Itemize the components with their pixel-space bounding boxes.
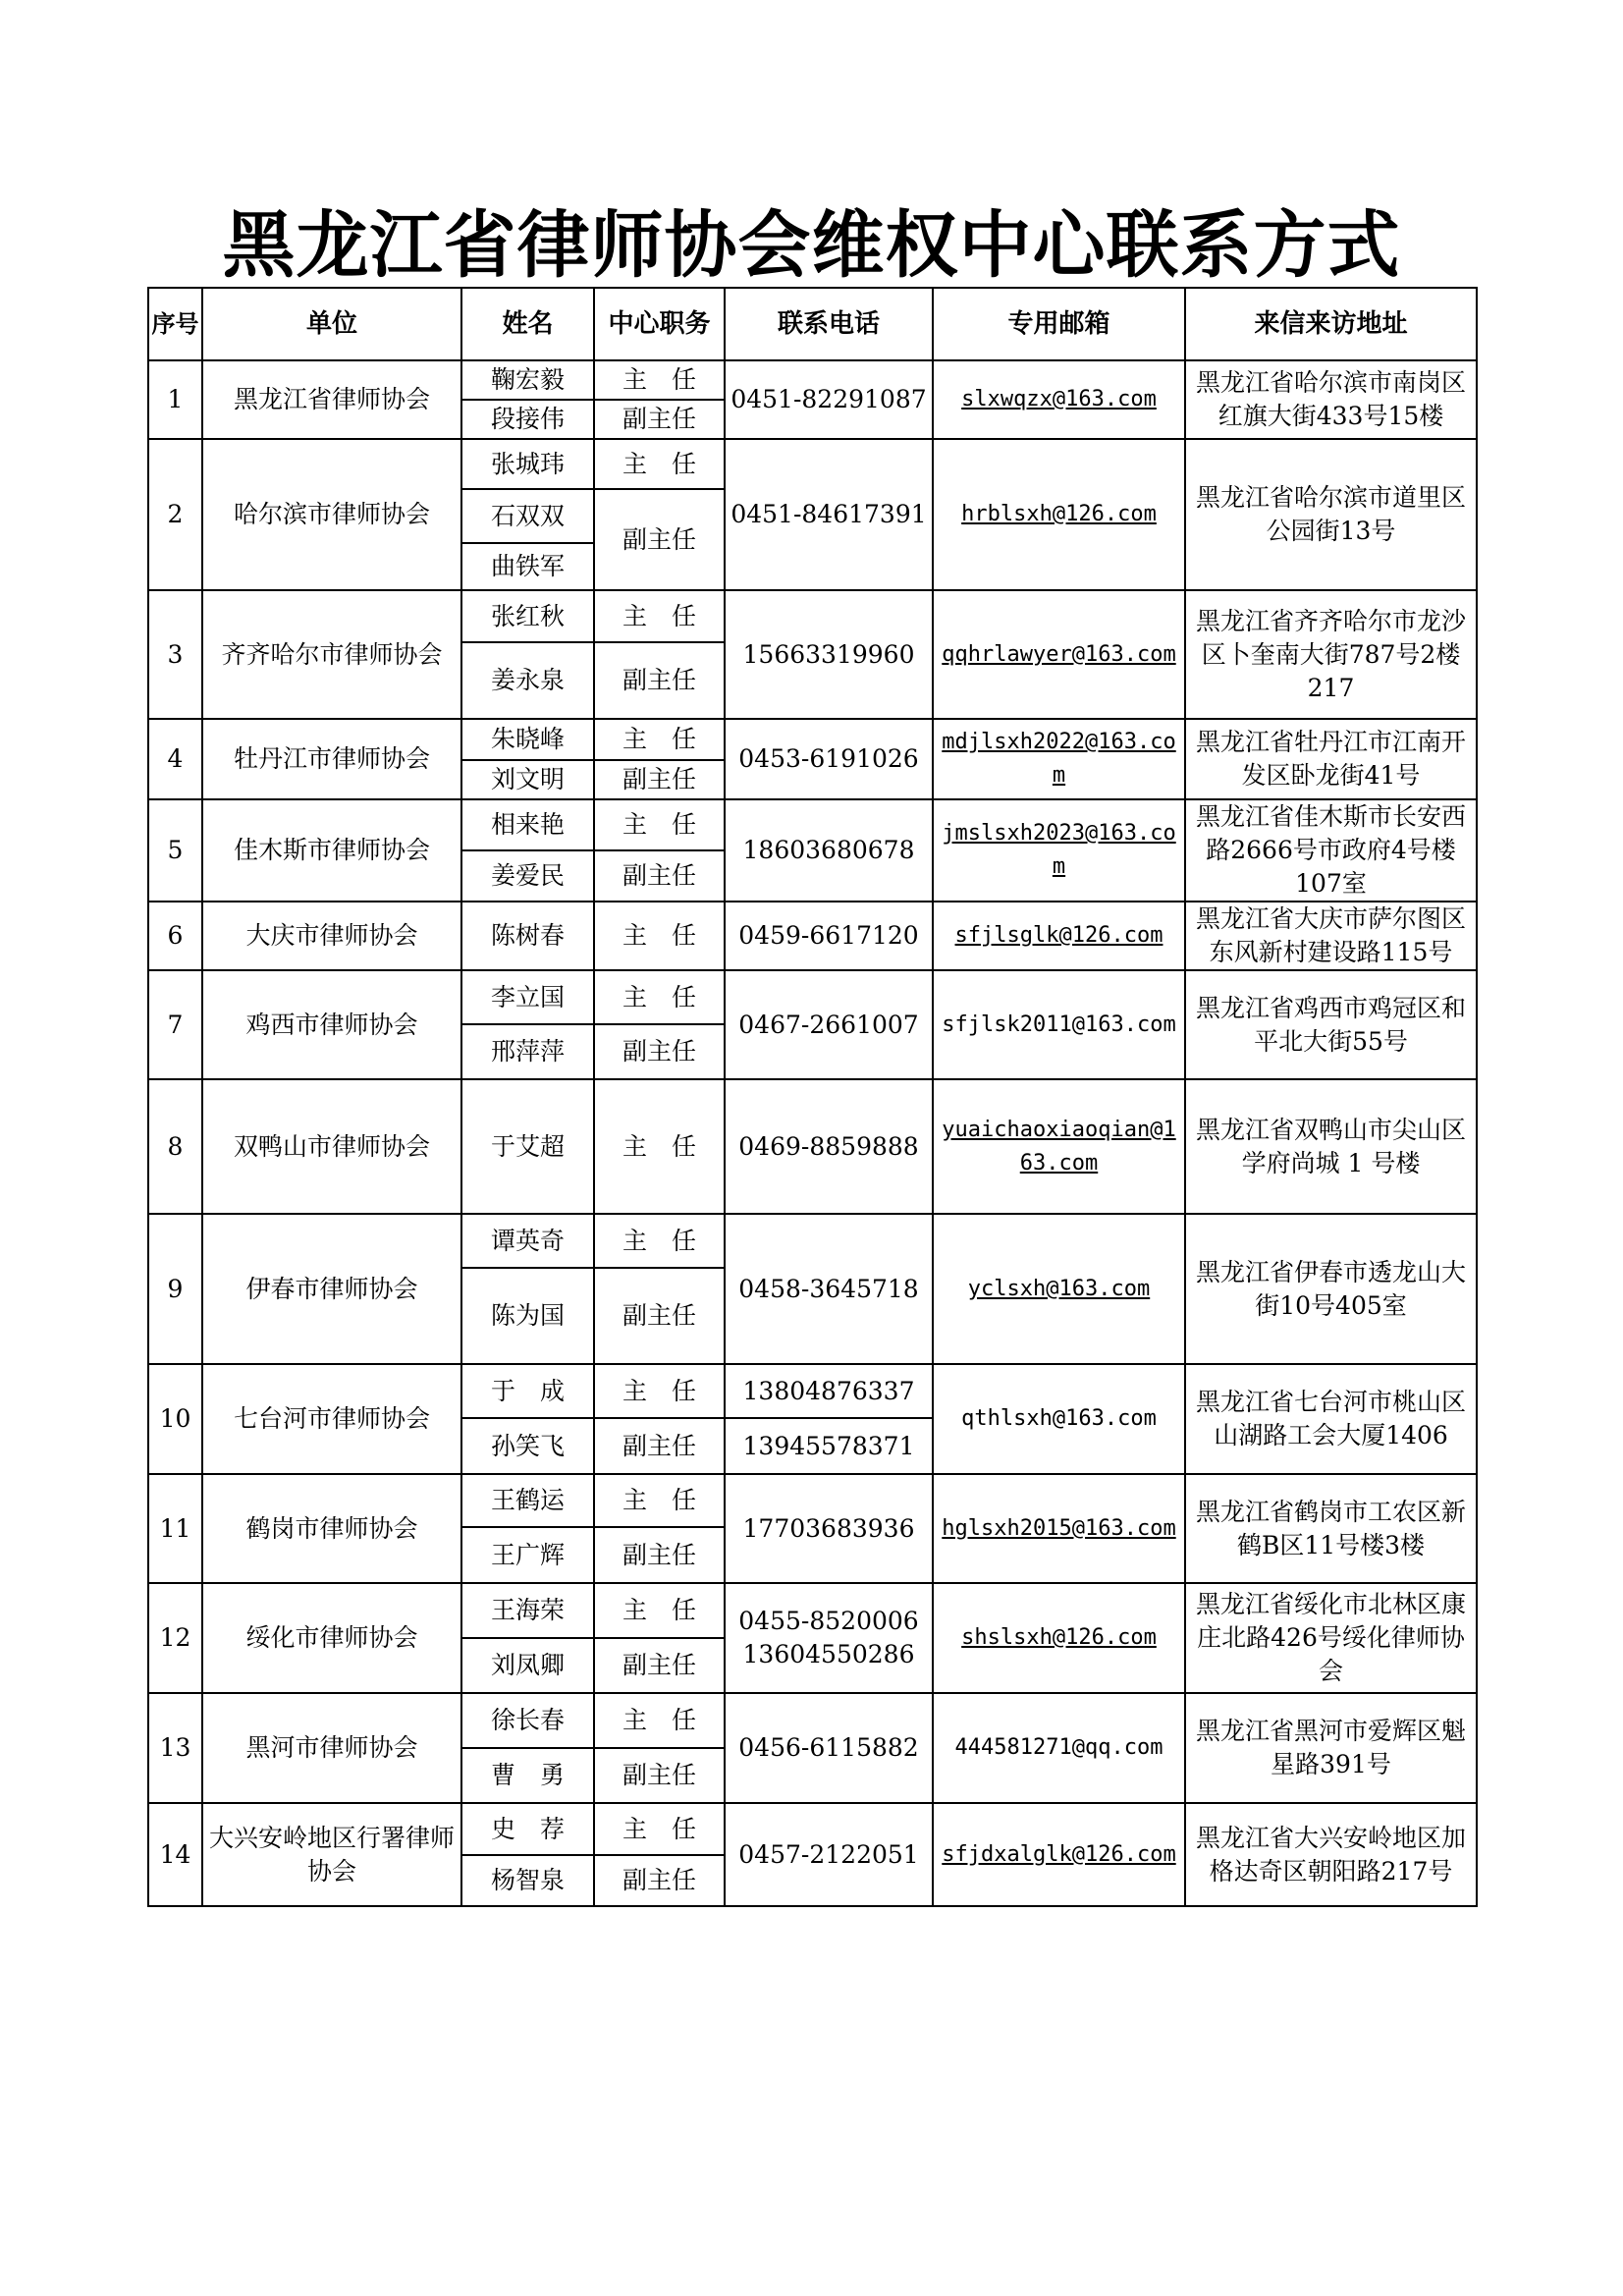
role-cell: 副主任: [594, 1855, 725, 1906]
unit-cell: 鹤岗市律师协会: [202, 1474, 461, 1583]
seq-cell: 11: [148, 1474, 202, 1583]
address-cell: 黑龙江省七台河市桃山区山湖路工会大厦1406: [1185, 1364, 1477, 1474]
name-cell: 曹 勇: [461, 1748, 594, 1803]
table-row: [148, 1364, 1477, 1418]
name-cell: 杨智泉: [461, 1855, 594, 1906]
address-cell: 黑龙江省大庆市萨尔图区东风新村建设路115号: [1185, 902, 1477, 970]
role-cell: 副主任: [594, 1638, 725, 1693]
name-cell: 朱晓峰: [461, 719, 594, 760]
address-cell: 黑龙江省哈尔滨市道里区公园街13号: [1185, 439, 1477, 590]
name-cell: 相来艳: [461, 799, 594, 850]
address-cell: 黑龙江省哈尔滨市南岗区红旗大街433号15楼: [1185, 360, 1477, 439]
table-row: [148, 590, 1477, 642]
role-cell: 主 任: [594, 902, 725, 970]
table-row: [148, 1693, 1477, 1748]
name-cell: 鞠宏毅: [461, 360, 594, 400]
name-cell: 孙笑飞: [461, 1418, 594, 1474]
table-row: [148, 902, 1477, 970]
role-cell: 副主任: [594, 1024, 725, 1079]
name-cell: 姜永泉: [461, 642, 594, 719]
table-row: [148, 970, 1477, 1024]
header-address: 来信来访地址: [1185, 288, 1477, 360]
header-row: [148, 288, 1477, 360]
address-cell: 黑龙江省齐齐哈尔市龙沙区卜奎南大街787号2楼217: [1185, 590, 1477, 719]
address-cell: 黑龙江省佳木斯市长安西路2666号市政府4号楼107室: [1185, 799, 1477, 902]
phone-cell: 0451-82291087: [725, 360, 933, 439]
table-row: [148, 360, 1477, 400]
header-phone: 联系电话: [725, 288, 933, 360]
role-cell: 主 任: [594, 360, 725, 400]
name-cell: 于艾超: [461, 1079, 594, 1214]
table-row: [148, 1214, 1477, 1268]
email-link[interactable]: slxwqzx@163.com: [933, 360, 1185, 439]
role-cell: 主 任: [594, 1364, 725, 1418]
name-cell: 陈为国: [461, 1268, 594, 1364]
seq-cell: 7: [148, 970, 202, 1079]
seq-cell: 8: [148, 1079, 202, 1214]
name-cell: 段接伟: [461, 400, 594, 439]
address-cell: 黑龙江省大兴安岭地区加格达奇区朝阳路217号: [1185, 1803, 1477, 1906]
role-cell: 主 任: [594, 1693, 725, 1748]
unit-cell: 黑龙江省律师协会: [202, 360, 461, 439]
unit-cell: 大兴安岭地区行署律师协会: [202, 1803, 461, 1906]
phone-cell: 17703683936: [725, 1474, 933, 1583]
role-cell: 副主任: [594, 400, 725, 439]
role-cell: 副主任: [594, 1748, 725, 1803]
role-cell: 主 任: [594, 719, 725, 760]
name-cell: 姜爱民: [461, 850, 594, 902]
seq-cell: 3: [148, 590, 202, 719]
role-cell: 主 任: [594, 1474, 725, 1527]
header-role: 中心职务: [594, 288, 725, 360]
name-cell: 史 荐: [461, 1803, 594, 1855]
phone-cell: 0451-84617391: [725, 439, 933, 590]
name-cell: 王广辉: [461, 1527, 594, 1583]
role-cell: 主 任: [594, 1214, 725, 1268]
email-link[interactable]: sfjlsglk@126.com: [933, 902, 1185, 970]
seq-cell: 10: [148, 1364, 202, 1474]
seq-cell: 2: [148, 439, 202, 590]
seq-cell: 6: [148, 902, 202, 970]
page-title: 黑龙江省律师协会维权中心联系方式: [222, 203, 1401, 288]
table-row: [148, 799, 1477, 850]
seq-cell: 12: [148, 1583, 202, 1693]
email-link[interactable]: qqhrlawyer@163.com: [933, 590, 1185, 719]
email-link[interactable]: hrblsxh@126.com: [933, 439, 1185, 590]
role-cell: 主 任: [594, 439, 725, 489]
address-cell: 黑龙江省伊春市透龙山大街10号405室: [1185, 1214, 1477, 1364]
email-link[interactable]: sfjdxalglk@126.com: [933, 1803, 1185, 1906]
address-cell: 黑龙江省牡丹江市江南开发区卧龙街41号: [1185, 719, 1477, 799]
email-link[interactable]: jmslsxh2023@163.com: [933, 799, 1185, 902]
seq-cell: 4: [148, 719, 202, 799]
address-cell: 黑龙江省鹤岗市工农区新鹤B区11号楼3楼: [1185, 1474, 1477, 1583]
email-link[interactable]: hglsxh2015@163.com: [933, 1474, 1185, 1583]
address-cell: 黑龙江省双鸭山市尖山区学府尚城 1 号楼: [1185, 1079, 1477, 1214]
table-row: [148, 1583, 1477, 1638]
phone-cell: 0458-3645718: [725, 1214, 933, 1364]
name-cell: 王海荣: [461, 1583, 594, 1638]
email-cell: qthlsxh@163.com: [933, 1364, 1185, 1474]
name-cell: 石双双: [461, 489, 594, 543]
role-cell: 主 任: [594, 1079, 725, 1214]
phone-cell: 0467-2661007: [725, 970, 933, 1079]
phone-cell: 15663319960: [725, 590, 933, 719]
table-row: [148, 1803, 1477, 1855]
seq-cell: 9: [148, 1214, 202, 1364]
address-cell: 黑龙江省绥化市北林区康庄北路426号绥化律师协会: [1185, 1583, 1477, 1693]
name-cell: 刘文明: [461, 760, 594, 799]
name-cell: 邢萍萍: [461, 1024, 594, 1079]
unit-cell: 伊春市律师协会: [202, 1214, 461, 1364]
email-cell: sfjlsk2011@163.com: [933, 970, 1185, 1079]
role-cell: 主 任: [594, 590, 725, 642]
email-link[interactable]: yuaichaoxiaoqian@163.com: [933, 1079, 1185, 1214]
unit-cell: 齐齐哈尔市律师协会: [202, 590, 461, 719]
unit-cell: 牡丹江市律师协会: [202, 719, 461, 799]
name-cell: 张城玮: [461, 439, 594, 489]
unit-cell: 双鸭山市律师协会: [202, 1079, 461, 1214]
name-cell: 谭英奇: [461, 1214, 594, 1268]
header-email: 专用邮箱: [933, 288, 1185, 360]
role-cell: 主 任: [594, 799, 725, 850]
header-seq: 序号: [148, 288, 202, 360]
address-cell: 黑龙江省鸡西市鸡冠区和平北大街55号: [1185, 970, 1477, 1079]
name-cell: 李立国: [461, 970, 594, 1024]
header-name: 姓名: [461, 288, 594, 360]
phone-cell: 0457-2122051: [725, 1803, 933, 1906]
role-cell: 副主任: [594, 1268, 725, 1364]
email-link[interactable]: yclsxh@163.com: [933, 1214, 1185, 1364]
unit-cell: 鸡西市律师协会: [202, 970, 461, 1079]
role-cell: 副主任: [594, 760, 725, 799]
unit-cell: 佳木斯市律师协会: [202, 799, 461, 902]
role-cell: 副主任: [594, 1527, 725, 1583]
seq-cell: 14: [148, 1803, 202, 1906]
phone-cell: 0469-8859888: [725, 1079, 933, 1214]
role-cell: 主 任: [594, 970, 725, 1024]
unit-cell: 七台河市律师协会: [202, 1364, 461, 1474]
name-cell: 陈树春: [461, 902, 594, 970]
name-cell: 刘凤卿: [461, 1638, 594, 1693]
unit-cell: 哈尔滨市律师协会: [202, 439, 461, 590]
table-row: [148, 1474, 1477, 1527]
role-cell: 副主任: [594, 850, 725, 902]
table-row: [148, 1079, 1477, 1214]
seq-cell: 5: [148, 799, 202, 902]
table-row: [148, 439, 1477, 489]
email-cell: 444581271@qq.com: [933, 1693, 1185, 1803]
header-unit: 单位: [202, 288, 461, 360]
role-cell: 主 任: [594, 1583, 725, 1638]
email-link[interactable]: shslsxh@126.com: [933, 1583, 1185, 1693]
email-link[interactable]: mdjlsxh2022@163.com: [933, 719, 1185, 799]
unit-cell: 绥化市律师协会: [202, 1583, 461, 1693]
name-cell: 王鹤运: [461, 1474, 594, 1527]
name-cell: 张红秋: [461, 590, 594, 642]
seq-cell: 13: [148, 1693, 202, 1803]
role-cell: 副主任: [594, 642, 725, 719]
table-row: [148, 719, 1477, 760]
phone-cell: 13945578371: [725, 1418, 933, 1474]
phone-cell: 0455-8520006 13604550286: [725, 1583, 933, 1693]
phone-cell: 18603680678: [725, 799, 933, 902]
role-cell: 主 任: [594, 1803, 725, 1855]
phone-cell: 13804876337: [725, 1364, 933, 1418]
role-cell: 副主任: [594, 489, 725, 590]
phone-cell: 0453-6191026: [725, 719, 933, 799]
name-cell: 于 成: [461, 1364, 594, 1418]
unit-cell: 黑河市律师协会: [202, 1693, 461, 1803]
name-cell: 曲铁军: [461, 543, 594, 590]
address-cell: 黑龙江省黑河市爱辉区魁星路391号: [1185, 1693, 1477, 1803]
name-cell: 徐长春: [461, 1693, 594, 1748]
seq-cell: 1: [148, 360, 202, 439]
unit-cell: 大庆市律师协会: [202, 902, 461, 970]
contact-table: [147, 287, 1478, 1907]
phone-cell: 0456-6115882: [725, 1693, 933, 1803]
phone-cell: 0459-6617120: [725, 902, 933, 970]
role-cell: 副主任: [594, 1418, 725, 1474]
